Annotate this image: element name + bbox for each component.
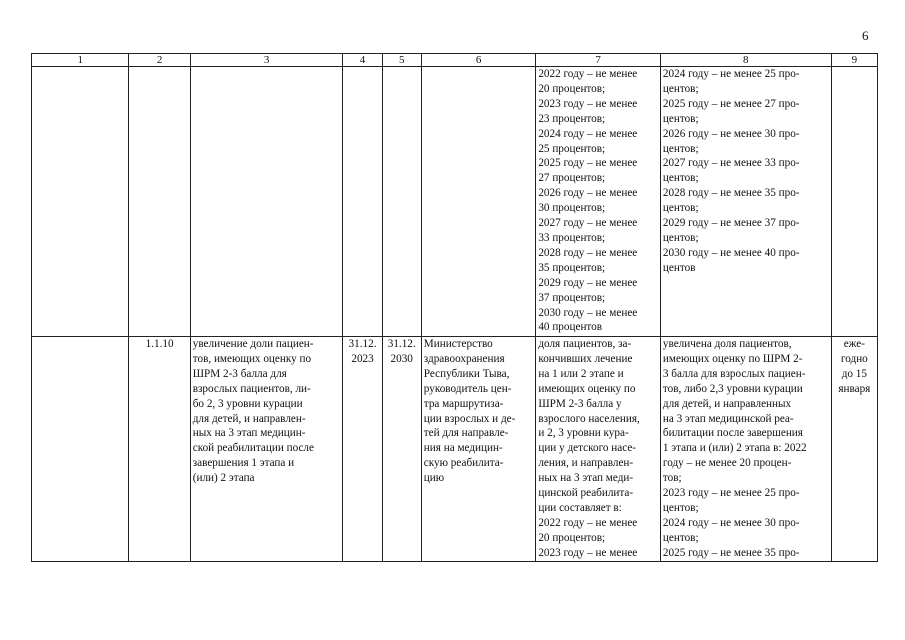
cell-start-date bbox=[343, 337, 382, 562]
table-row bbox=[32, 337, 878, 562]
text-line: ШРМ 2-3 балла для bbox=[192, 367, 287, 380]
text-line: на 3 этап медицинской реа- bbox=[662, 412, 794, 425]
text-line: центов; bbox=[662, 501, 699, 514]
plan-table bbox=[31, 53, 878, 562]
cell-responsible bbox=[421, 337, 536, 562]
text-line: 2025 году – не менее 35 про- bbox=[662, 546, 800, 559]
text-line: 31.12. bbox=[348, 338, 377, 350]
header-cell: 9 bbox=[831, 54, 877, 67]
text-line: ции взрослых и де- bbox=[423, 412, 516, 425]
text-line: году – не менее 20 процен- bbox=[662, 457, 792, 470]
text-line: ШРМ 2-3 балла у bbox=[538, 397, 622, 410]
text-line: центов bbox=[662, 261, 696, 274]
cell-indicator bbox=[536, 67, 661, 337]
text-line: 1 этапа и (или) 2 этапа в: 2022 bbox=[662, 442, 807, 455]
text-line: центов; bbox=[662, 231, 699, 244]
text-line: увеличена доля пациентов, bbox=[662, 338, 792, 350]
text-line: (или) 2 этапа bbox=[192, 472, 255, 485]
text-line: тов, имеющих оценку по bbox=[192, 352, 312, 365]
text-line: доля пациентов, за- bbox=[538, 338, 632, 350]
text-line: 2026 году – не менее 30 про- bbox=[662, 127, 800, 140]
text-line: тей для направле- bbox=[423, 427, 509, 440]
cell-responsible bbox=[421, 67, 536, 337]
cell-end-date bbox=[382, 337, 421, 562]
table-row bbox=[32, 67, 878, 337]
text-line: взрослого населения, bbox=[538, 412, 640, 425]
text-line: 2023 году – не менее bbox=[538, 546, 638, 559]
text-line: и 2, 3 уровни кура- bbox=[538, 427, 629, 440]
text-line: 30 процентов; bbox=[538, 202, 606, 215]
text-line: центов; bbox=[662, 202, 699, 215]
text-line: 20 процентов; bbox=[538, 531, 606, 544]
text-line: центов; bbox=[662, 142, 699, 155]
text-line: билитации после завершения bbox=[662, 427, 803, 440]
page-number: 6 bbox=[862, 28, 869, 43]
text-line: 20 процентов; bbox=[538, 82, 606, 95]
text-line: тра маршрутиза- bbox=[423, 397, 504, 410]
text-line: годно bbox=[840, 352, 868, 365]
text-line: для детей, и направленных bbox=[662, 397, 792, 410]
text-line: 2029 году – не менее bbox=[538, 276, 638, 289]
text-line: 40 процентов bbox=[538, 321, 603, 334]
text-line: 25 процентов; bbox=[538, 142, 606, 155]
text-line: до 15 bbox=[841, 367, 867, 380]
text-line: тов; bbox=[662, 472, 682, 485]
text-line: ления, и направлен- bbox=[538, 457, 634, 470]
text-line: завершения 1 этапа и bbox=[192, 457, 295, 470]
text-line: цию bbox=[423, 472, 445, 485]
text-line: 2023 bbox=[351, 352, 374, 365]
text-line: 2027 году – не менее 33 про- bbox=[662, 157, 800, 170]
text-line: 2030 bbox=[390, 352, 413, 365]
text-line: 33 процентов; bbox=[538, 231, 606, 244]
text-line: 23 процентов; bbox=[538, 112, 606, 125]
text-line: взрослых пациентов, ли- bbox=[192, 382, 311, 395]
text-line: 2028 году – не менее bbox=[538, 246, 638, 259]
text-line: еже- bbox=[843, 338, 865, 350]
table-header-row bbox=[32, 54, 878, 67]
text-line: 2024 году – не менее 25 про- bbox=[662, 68, 800, 80]
header-cell: 1 bbox=[32, 54, 129, 67]
cell-start-date bbox=[343, 67, 382, 337]
text-line: центов; bbox=[662, 531, 699, 544]
text-line: 1.1.10 bbox=[145, 338, 174, 350]
cell-empty bbox=[32, 67, 129, 337]
text-line: 35 процентов; bbox=[538, 261, 606, 274]
text-line: 2030 году – не менее 40 про- bbox=[662, 246, 800, 259]
text-line: 3 балла для взрослых пациен- bbox=[662, 367, 806, 380]
text-line: здравоохранения bbox=[423, 352, 505, 365]
cell-deadline bbox=[831, 337, 877, 562]
cell-result bbox=[660, 337, 831, 562]
text-line: цинской реабилита- bbox=[538, 487, 634, 500]
header-cell: 2 bbox=[129, 54, 190, 67]
cell-number bbox=[129, 67, 190, 337]
text-line: руководитель цен- bbox=[423, 382, 512, 395]
text-line: 2023 году – не менее bbox=[538, 97, 638, 110]
text-line: января bbox=[838, 382, 871, 395]
cell-result bbox=[660, 67, 831, 337]
cell-indicator bbox=[536, 337, 661, 562]
text-line: Министерство bbox=[423, 338, 493, 350]
text-line: ния на медицин- bbox=[423, 442, 503, 455]
text-line: центов; bbox=[662, 172, 699, 185]
header-cell: 8 bbox=[660, 54, 831, 67]
header-cell: 3 bbox=[190, 54, 343, 67]
text-line: бо 2, 3 уровни курации bbox=[192, 397, 303, 410]
text-line: ции составляет в: bbox=[538, 501, 622, 514]
text-line: 37 процентов; bbox=[538, 291, 606, 304]
text-line: увеличение доли пациен- bbox=[192, 338, 314, 350]
text-line: имеющих оценку по bbox=[538, 382, 636, 395]
text-line: Республики Тыва, bbox=[423, 367, 510, 380]
header-cell: 6 bbox=[421, 54, 536, 67]
text-line: 2029 году – не менее 37 про- bbox=[662, 217, 800, 230]
cell-number bbox=[129, 337, 190, 562]
text-line: ных на 3 этап меди- bbox=[538, 472, 634, 485]
text-line: ской реабилитации после bbox=[192, 442, 314, 455]
cell-event bbox=[190, 67, 343, 337]
text-line: кончивших лечение bbox=[538, 352, 633, 365]
header-cell: 4 bbox=[343, 54, 382, 67]
text-line: 2023 году – не менее 25 про- bbox=[662, 487, 800, 500]
text-line: 27 процентов; bbox=[538, 172, 606, 185]
text-line: центов; bbox=[662, 82, 699, 95]
text-line: на 1 или 2 этапе и bbox=[538, 367, 624, 380]
text-line: 2030 году – не менее bbox=[538, 306, 638, 319]
text-line: имеющих оценку по ШРМ 2- bbox=[662, 352, 803, 365]
text-line: тов, либо 2,3 уровни курации bbox=[662, 382, 803, 395]
cell-event bbox=[190, 337, 343, 562]
text-line: ных на 3 этап медицин- bbox=[192, 427, 306, 440]
text-line: 2025 году – не менее 27 про- bbox=[662, 97, 800, 110]
text-line: скую реабилита- bbox=[423, 457, 504, 470]
header-cell: 5 bbox=[382, 54, 421, 67]
text-line: 2022 году – не менее bbox=[538, 516, 638, 529]
text-line: 2027 году – не менее bbox=[538, 217, 638, 230]
text-line: 2025 году – не менее bbox=[538, 157, 638, 170]
text-line: ции у детского насе- bbox=[538, 442, 637, 455]
text-line: 2022 году – не менее bbox=[538, 68, 638, 80]
text-line: 2024 году – не менее bbox=[538, 127, 638, 140]
header-cell: 7 bbox=[536, 54, 661, 67]
text-line: 31.12. bbox=[387, 338, 416, 350]
cell-deadline bbox=[831, 67, 877, 337]
cell-empty bbox=[32, 337, 129, 562]
text-line: центов; bbox=[662, 112, 699, 125]
cell-end-date bbox=[382, 67, 421, 337]
text-line: 2028 году – не менее 35 про- bbox=[662, 187, 800, 200]
text-line: 2026 году – не менее bbox=[538, 187, 638, 200]
text-line: для детей, и направлен- bbox=[192, 412, 306, 425]
text-line: 2024 году – не менее 30 про- bbox=[662, 516, 800, 529]
